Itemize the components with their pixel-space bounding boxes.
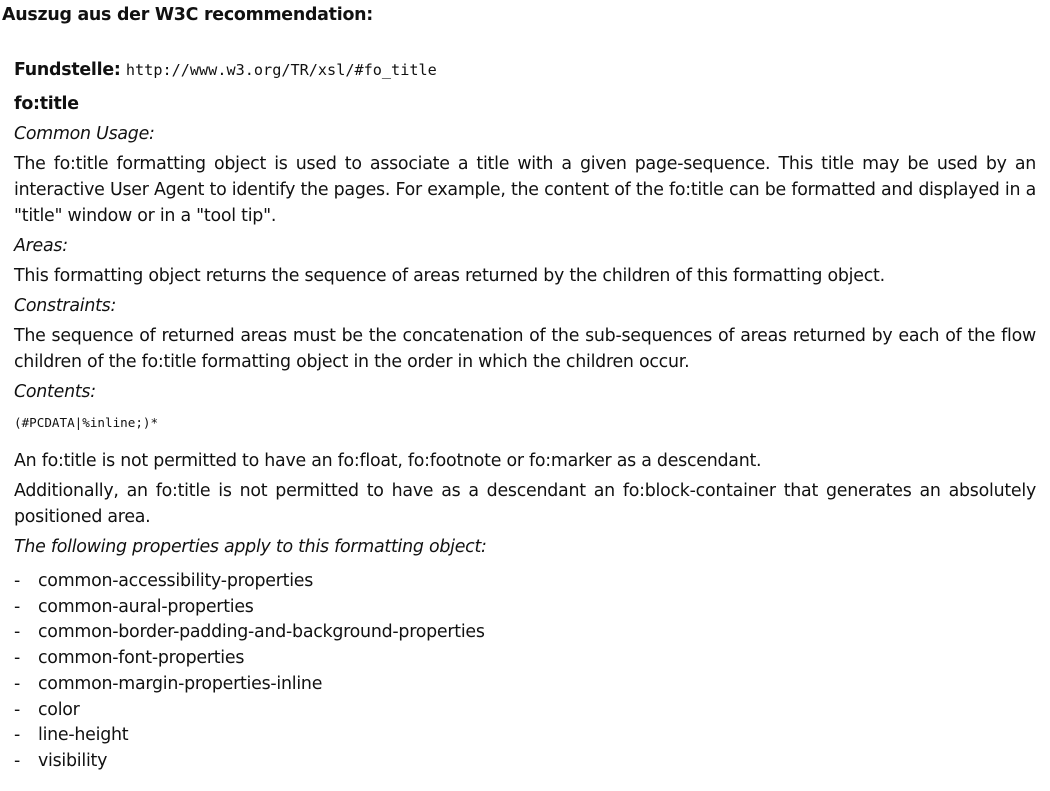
list-item xyxy=(14,723,1036,749)
areas-label: Areas: xyxy=(14,236,68,256)
properties-list xyxy=(14,569,1036,775)
source-label: Fundstelle: xyxy=(14,60,121,80)
contents-label: Contents: xyxy=(14,382,96,402)
list-item xyxy=(14,620,1036,646)
source-reference xyxy=(14,57,1036,83)
property-name: line-height xyxy=(38,725,129,746)
property-name: color xyxy=(38,699,80,720)
property-name: common-aural-properties xyxy=(38,596,254,617)
list-item xyxy=(14,698,1036,724)
property-name: common-margin-properties-inline xyxy=(38,673,323,694)
document-body xyxy=(14,57,1036,775)
property-name: common-border-padding-and-background-properties xyxy=(38,622,485,643)
list-item xyxy=(14,672,1036,698)
list-dash: - xyxy=(14,622,21,643)
list-dash: - xyxy=(14,750,21,771)
constraints-label: Constraints: xyxy=(14,296,117,316)
common-usage-label: Common Usage: xyxy=(14,124,155,144)
property-name: common-font-properties xyxy=(38,648,245,669)
common-usage-text: The fo:title formatting object is used to associate a title with a given page-sequence. This title may be used by an interactive User Agent to identify the pages. For example, the content of the fo:title can be formatted and displayed in a "title" window or in a "tool tip". xyxy=(14,154,1036,226)
contents-code: (#PCDATA|%inline;)* xyxy=(14,415,159,430)
list-dash: - xyxy=(14,596,21,617)
list-dash: - xyxy=(14,648,21,669)
property-name: common-accessibility-properties xyxy=(38,571,314,591)
contents-note-float: An fo:title is not permitted to have an fo:float, fo:footnote or fo:marker as a descendant. xyxy=(14,451,762,471)
list-item xyxy=(14,595,1036,621)
element-title: fo:title xyxy=(14,94,79,114)
source-url: http://www.w3.org/TR/xsl/#fo_title xyxy=(125,61,437,79)
list-dash: - xyxy=(14,673,21,694)
areas-text: This formatting object returns the sequence of areas returned by the children of this formatting object. xyxy=(14,266,885,286)
list-dash: - xyxy=(14,571,21,591)
properties-label: The following properties apply to this formatting object: xyxy=(14,537,487,557)
property-name: visibility xyxy=(38,750,108,771)
list-item xyxy=(14,749,1036,775)
list-dash: - xyxy=(14,725,21,746)
list-item xyxy=(14,569,1036,595)
contents-note-block-container: Additionally, an fo:title is not permitted to have as a descendant an fo:block-container that generates an absolutely positioned area. xyxy=(14,481,1036,527)
page-heading: Auszug aus der W3C recommendation: xyxy=(2,5,373,25)
constraints-text: The sequence of returned areas must be the concatenation of the sub-sequences of areas returned by each of the flow children of the fo:title formatting object in the order in which the children occur. xyxy=(14,326,1036,372)
list-item xyxy=(14,646,1036,672)
list-dash: - xyxy=(14,699,21,720)
